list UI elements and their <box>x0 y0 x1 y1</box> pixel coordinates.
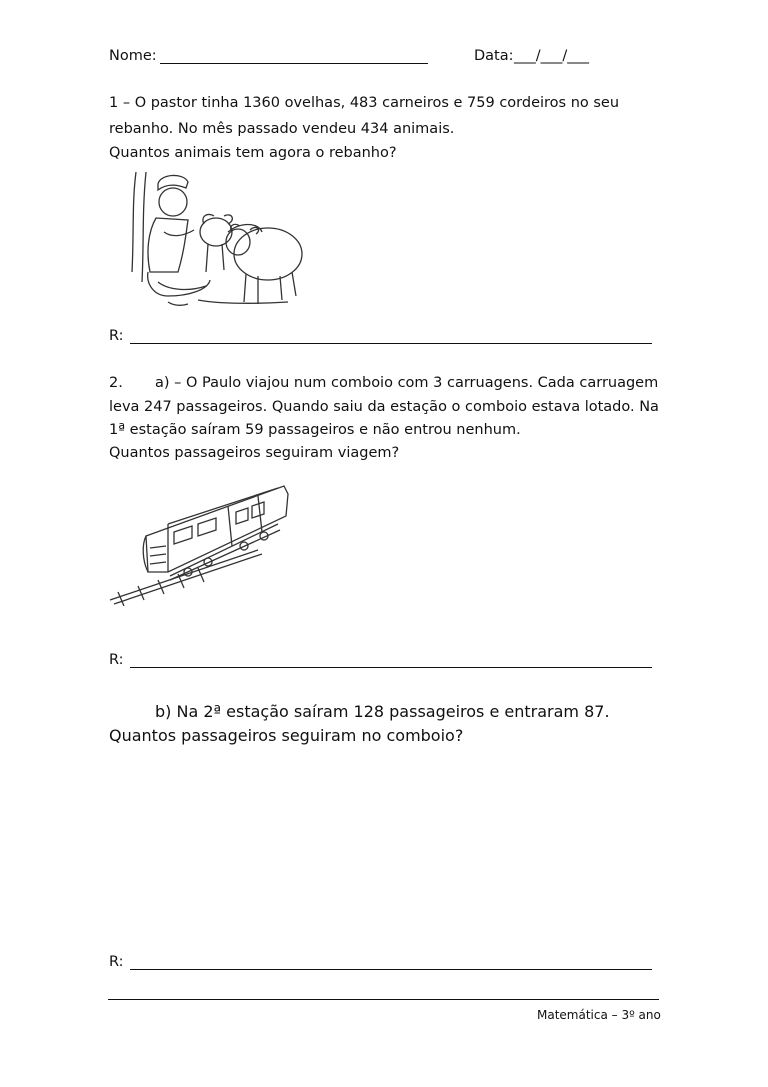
footer-text: Matemática – 3º ano <box>537 1008 661 1022</box>
date-label: Data: <box>474 48 514 64</box>
name-field[interactable] <box>160 47 428 64</box>
q2a-answer-label: R: <box>109 652 124 668</box>
q2b-question: Quantos passageiros seguiram no comboio? <box>109 726 464 745</box>
date-field[interactable]: ___/___/___ <box>514 48 590 64</box>
q1-text-line1: 1 – O pastor tinha 1360 ovelhas, 483 carneiros e 759 cordeiros no seu <box>109 95 620 111</box>
q2a-question: Quantos passageiros seguiram viagem? <box>109 445 400 461</box>
q1-answer-label: R: <box>109 328 124 344</box>
q2b-answer-label: R: <box>109 954 124 970</box>
q1-answer-line[interactable] <box>130 327 652 344</box>
footer-rule <box>108 999 659 1000</box>
q1-text-line2: rebanho. No mês passado vendeu 434 animais. <box>109 121 455 137</box>
name-label: Nome: <box>109 48 157 64</box>
q2a-text-line2: leva 247 passageiros. Quando saiu da estação o comboio estava lotado. Na <box>109 399 659 415</box>
train-icon <box>108 476 292 606</box>
shepherd-with-sheep-icon <box>128 172 318 312</box>
q2a-answer-line[interactable] <box>130 651 652 668</box>
q1-question: Quantos animais tem agora o rebanho? <box>109 145 397 161</box>
q2b-text-line1: b) Na 2ª estação saíram 128 passageiros e entraram 87. <box>155 702 610 721</box>
q2a-text-line3: 1ª estação saíram 59 passageiros e não entrou nenhum. <box>109 422 521 438</box>
q2b-answer-line[interactable] <box>130 953 652 970</box>
q2-number: 2. <box>109 375 123 391</box>
q2a-text-line1: a) – O Paulo viajou num comboio com 3 carruagens. Cada carruagem <box>155 375 659 391</box>
